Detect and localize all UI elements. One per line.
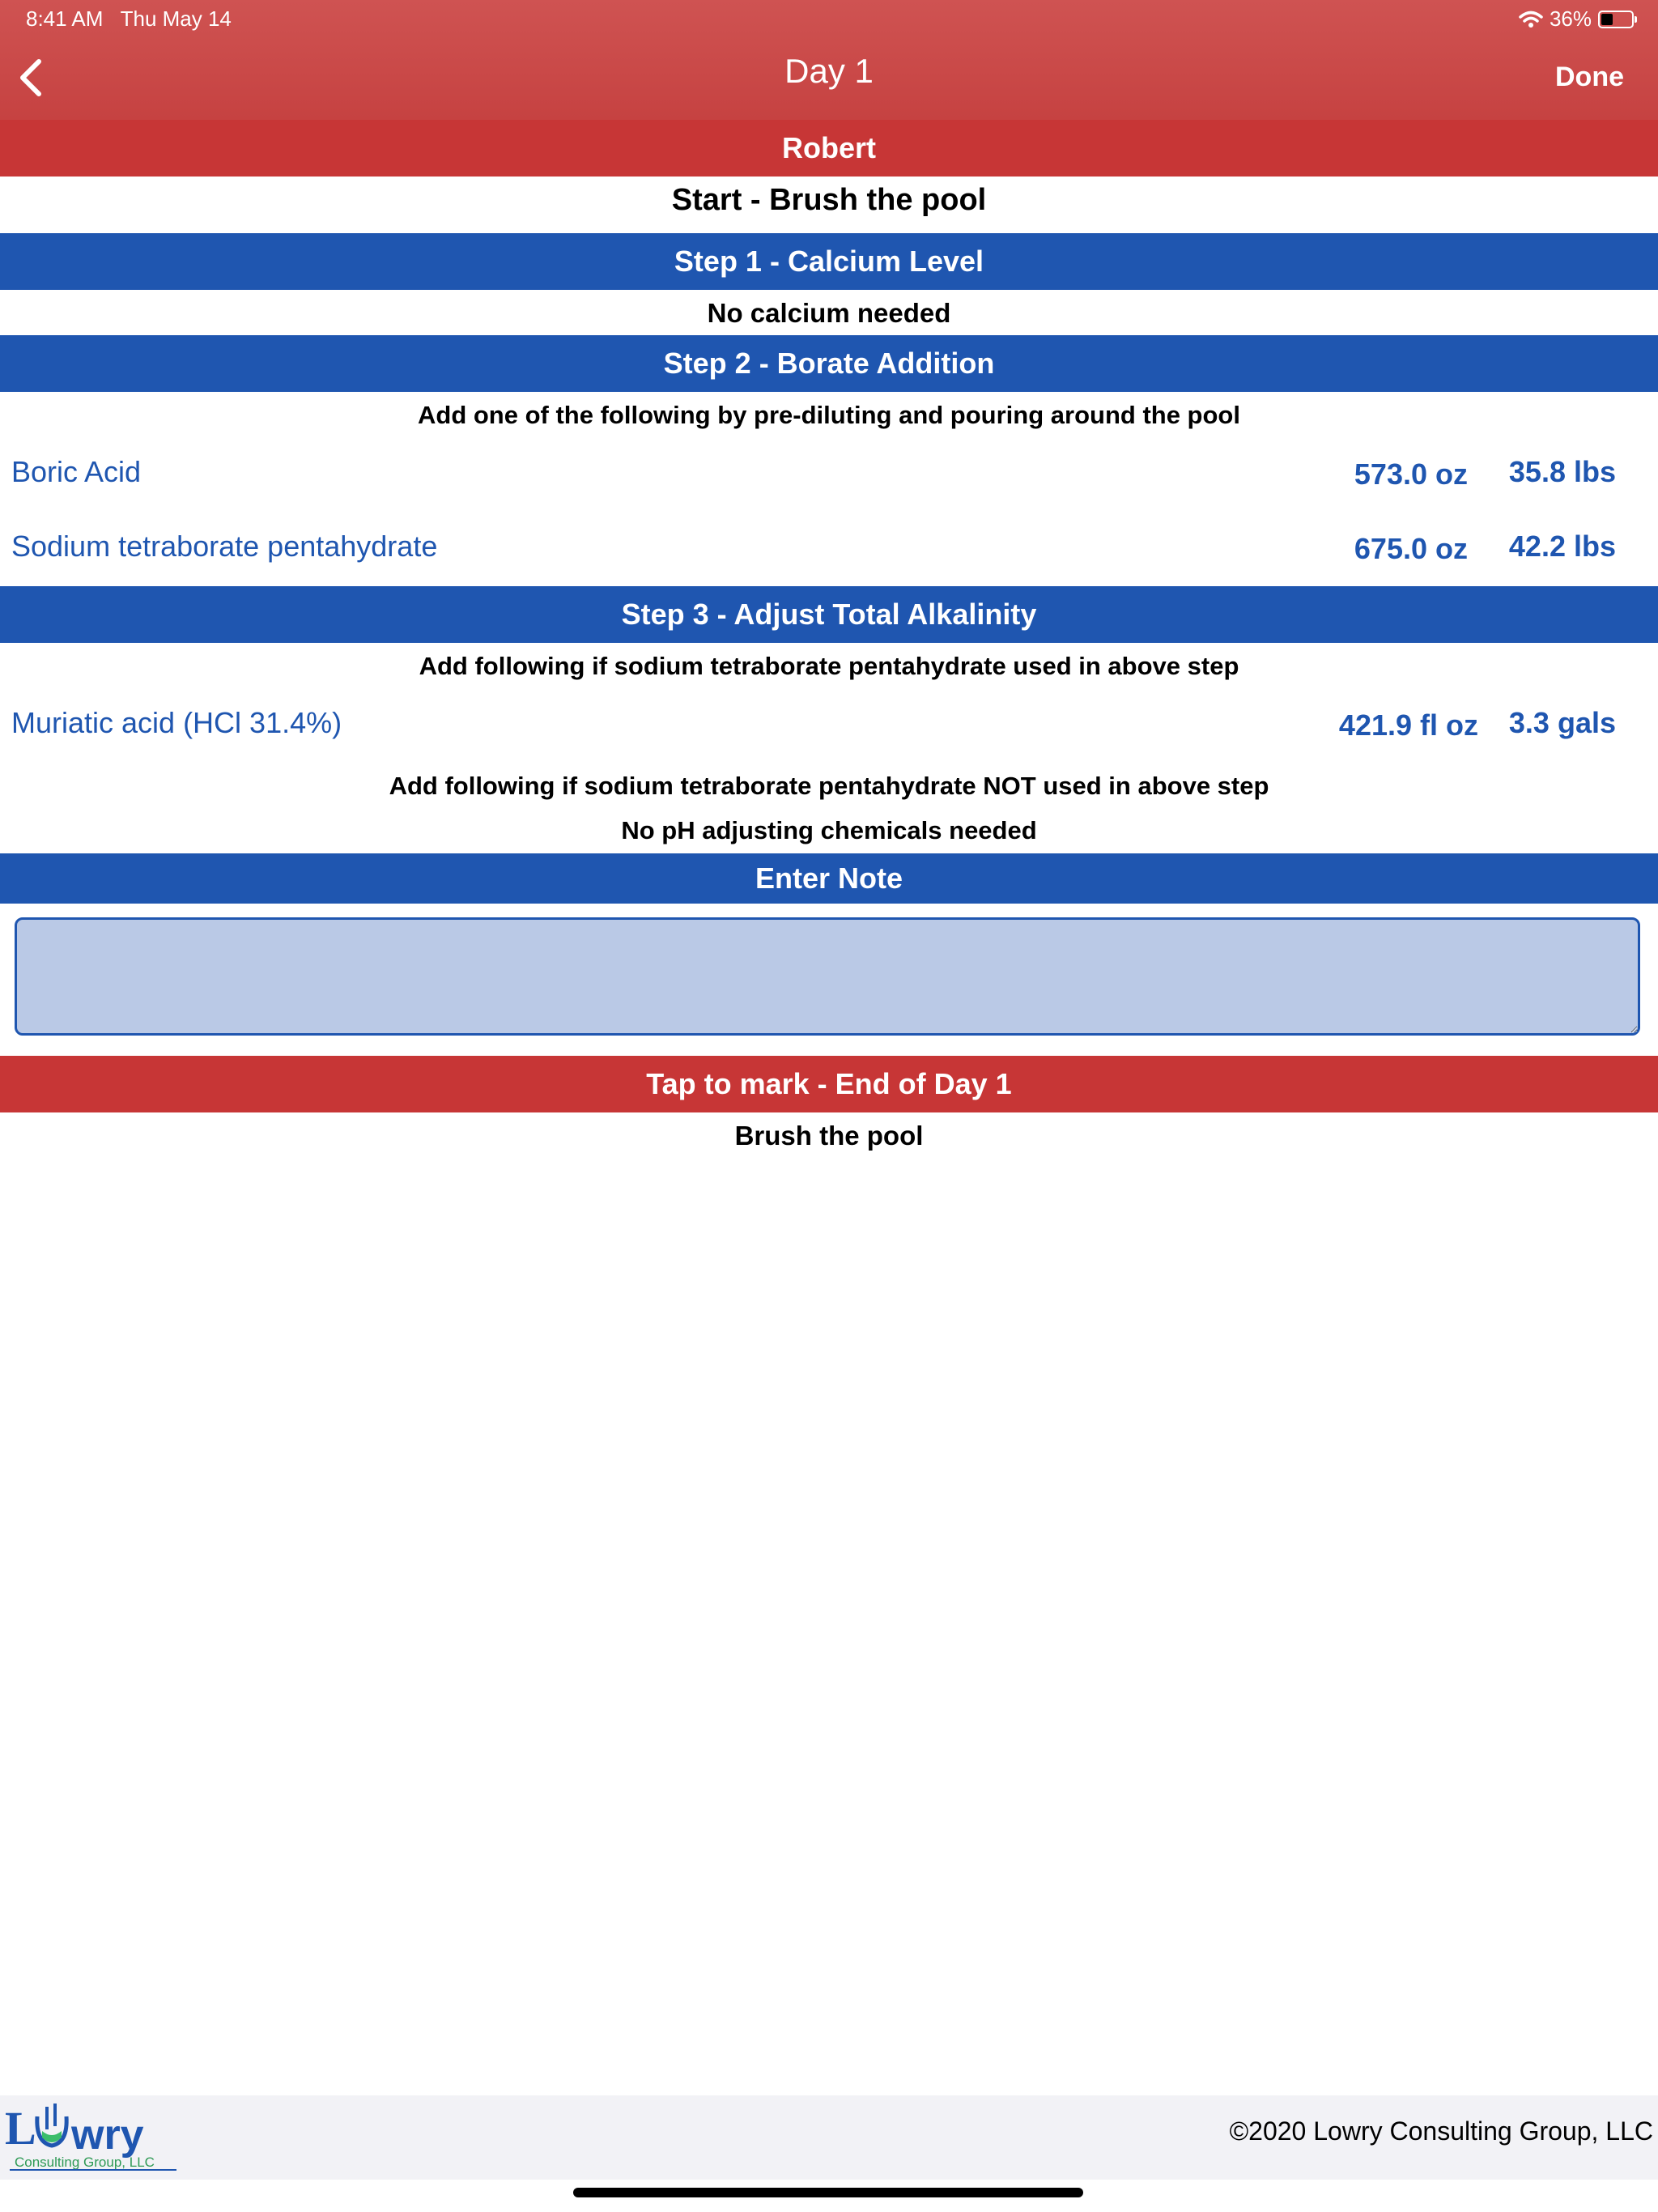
- chemical-name: Muriatic acid (HCl 31.4%): [11, 706, 342, 739]
- copyright-text: ©2020 Lowry Consulting Group, LLC: [1229, 2116, 1653, 2146]
- step3-header: Step 3 - Adjust Total Alkalinity: [0, 586, 1658, 643]
- chemical-amount: 675.0 oz: [1354, 532, 1468, 565]
- navigation-bar: [0, 0, 1658, 120]
- step1-text: No calcium needed: [707, 298, 951, 328]
- chemical-name: Boric Acid: [11, 455, 142, 488]
- chemical-name: Sodium tetraborate pentahydrate: [11, 530, 438, 563]
- step3-text-not-used: No pH adjusting chemicals needed: [621, 816, 1037, 844]
- battery-percentage: 36%: [1549, 6, 1592, 31]
- step2-instruction: Add one of the following by pre-diluting and pouring around the pool: [418, 401, 1240, 429]
- svg-text:L: L: [5, 2102, 36, 2155]
- note-header: Enter Note: [0, 853, 1658, 904]
- page-title: Day 1: [784, 52, 874, 90]
- footer: [0, 2095, 1658, 2180]
- start-instruction: Start - Brush the pool: [671, 183, 987, 217]
- home-indicator: [573, 2188, 1083, 2197]
- step3-instruction-used: Add following if sodium tetraborate pentahydrate used in above step: [419, 652, 1239, 680]
- end-of-day-button[interactable]: Tap to mark - End of Day 1: [0, 1056, 1658, 1112]
- logo-graphic: [3, 2099, 198, 2172]
- chemical-weight: 42.2 lbs: [1508, 530, 1616, 563]
- battery-icon: [1598, 11, 1634, 28]
- step2-header: Step 2 - Borate Addition: [0, 335, 1658, 392]
- end-of-day-text: Brush the pool: [734, 1121, 924, 1151]
- step1-header: Step 1 - Calcium Level: [0, 233, 1658, 290]
- chemical-volume: 3.3 gals: [1508, 706, 1616, 739]
- chemical-amount: 421.9 fl oz: [1338, 708, 1478, 742]
- company-logo: [3, 2099, 198, 2172]
- svg-text:wry: wry: [71, 2112, 144, 2159]
- person-header: Robert: [0, 120, 1658, 177]
- step3-instruction-not-used: Add following if sodium tetraborate pentahydrate NOT used in above step: [389, 772, 1269, 800]
- chemical-amount: 573.0 oz: [1354, 457, 1468, 491]
- status-date: Thu May 14: [120, 6, 232, 31]
- status-indicators: [1519, 6, 1634, 32]
- done-button[interactable]: Done: [1555, 62, 1624, 92]
- chemical-weight: 35.8 lbs: [1508, 455, 1616, 488]
- note-input[interactable]: [15, 917, 1640, 1036]
- status-clock: 8:41 AM: [26, 6, 104, 31]
- logo-subtitle: Consulting Group, LLC: [15, 2155, 155, 2170]
- wifi-icon: [1519, 11, 1543, 28]
- status-time: [26, 6, 232, 32]
